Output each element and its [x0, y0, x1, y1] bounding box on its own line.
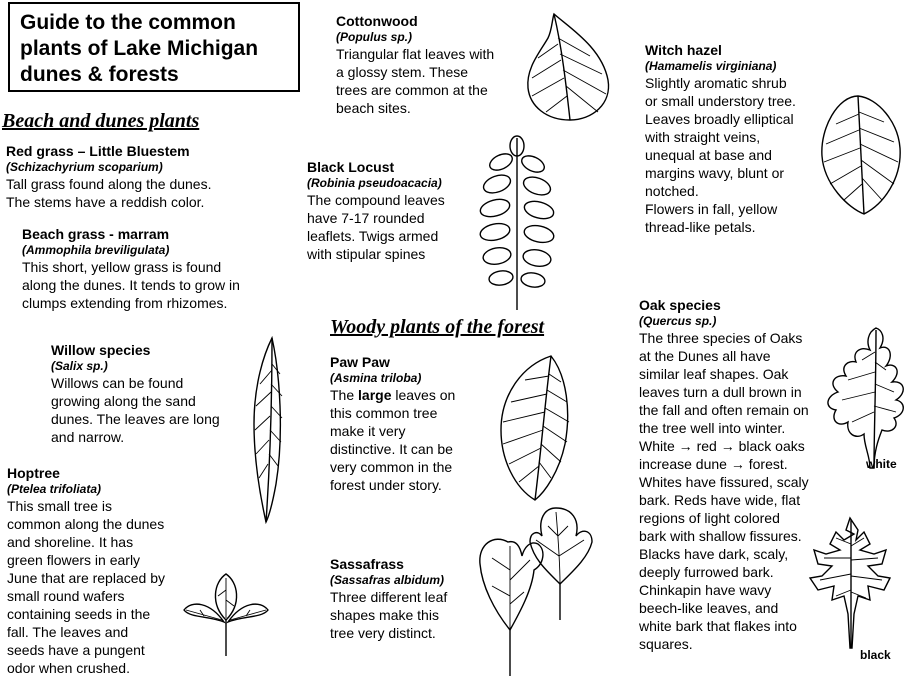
- plant-description: [330, 386, 455, 494]
- hoptree-leaf-icon: [180, 570, 272, 660]
- section-woody-heading: Woody plants of the forest: [330, 316, 545, 338]
- desc-line: beach sites.: [336, 100, 411, 116]
- desc-line: with stipular spines: [307, 246, 426, 262]
- desc-line: Whites have fissured, scaly: [639, 474, 809, 490]
- desc-line: notched.: [645, 183, 699, 199]
- desc-line: a glossy stem. These: [336, 64, 469, 80]
- white-oak-leaf-icon: [812, 322, 912, 472]
- desc-line: squares.: [639, 636, 693, 652]
- desc-line: bark. Reds have wide, flat: [639, 492, 801, 508]
- desc-line: forest under story.: [330, 477, 442, 493]
- plant-name: Black Locust: [307, 159, 395, 175]
- witch-hazel-leaf-icon: [818, 92, 904, 218]
- desc-line: Three different leaf: [330, 589, 448, 605]
- plant-scientific-name: (Hamamelis virginiana): [645, 59, 777, 73]
- plant-description: [330, 588, 447, 642]
- desc-line: This short, yellow grass is found: [22, 259, 222, 275]
- page-title: [8, 2, 300, 92]
- desc-line: or small understory tree.: [645, 93, 796, 109]
- desc-line: along the dunes. It tends to grow in: [22, 277, 240, 293]
- desc-text: The: [330, 387, 359, 403]
- desc-line: Flowers in fall, yellow: [645, 201, 778, 217]
- desc-line: similar leaf shapes. Oak: [639, 366, 789, 382]
- entry-paw-paw: [330, 354, 455, 494]
- entry-hoptree: [7, 465, 165, 677]
- desc-line: Leaves broadly elliptical: [645, 111, 794, 127]
- desc-line: make it very: [330, 423, 406, 439]
- entry-beach-grass: [22, 226, 240, 312]
- desc-line: leaflets. Twigs armed: [307, 228, 439, 244]
- section-beach-heading: Beach and dunes plants: [2, 110, 200, 132]
- desc-line: trees are common at the: [336, 82, 488, 98]
- plant-description: [7, 497, 165, 677]
- desc-line: growing along the sand: [51, 393, 196, 409]
- desc-line: the fall and often remain on: [639, 402, 809, 418]
- plant-scientific-name: (Quercus sp.): [639, 314, 717, 328]
- desc-line: this common tree: [330, 405, 438, 421]
- desc-line: and shoreline. It has: [7, 534, 134, 550]
- desc-line: Triangular flat leaves with: [336, 46, 495, 62]
- entry-witch-hazel: [645, 42, 796, 236]
- entry-black-locust: [307, 159, 445, 263]
- plant-name: Oak species: [639, 297, 721, 313]
- desc-line: leaves turn a dull brown in: [639, 384, 802, 400]
- desc-line: fall. The leaves and: [7, 624, 129, 640]
- sassafras-leaf-icon: [464, 500, 596, 680]
- desc-line: [330, 386, 455, 404]
- plant-scientific-name: (Salix sp.): [51, 359, 108, 373]
- cottonwood-leaf-icon: [520, 8, 620, 128]
- desc-line: Slightly aromatic shrub: [645, 75, 787, 91]
- plant-scientific-name: (Sassafras albidum): [330, 573, 445, 587]
- desc-line: containing seeds in the: [7, 606, 151, 622]
- desc-line: The compound leaves: [307, 192, 445, 208]
- paw-paw-leaf-icon: [495, 352, 575, 504]
- desc-line: June that are replaced by: [7, 570, 165, 586]
- desc-emphasis: large: [358, 387, 392, 403]
- desc-line: common along the dunes: [7, 516, 165, 532]
- desc-line: dunes. The leaves are long: [51, 411, 220, 427]
- desc-line: The stems have a reddish color.: [6, 194, 205, 210]
- desc-line: deeply furrowed bark.: [639, 564, 774, 580]
- plant-name: Cottonwood: [336, 13, 418, 29]
- plant-scientific-name: (Populus sp.): [336, 30, 412, 44]
- desc-line: unequal at base and: [645, 147, 772, 163]
- desc-line: the tree well into winter.: [639, 420, 786, 436]
- desc-line: distinctive. It can be: [330, 441, 453, 457]
- entry-oak: [639, 297, 809, 653]
- white-oak-label: white: [866, 457, 897, 471]
- desc-line: with straight veins,: [645, 129, 761, 145]
- desc-line: thread-like petals.: [645, 219, 756, 235]
- plant-name: Hoptree: [7, 465, 60, 481]
- plant-description: [51, 374, 220, 446]
- plant-name: Witch hazel: [645, 42, 722, 58]
- title-line-1: Guide to the common: [20, 11, 236, 34]
- desc-line: have 7-17 rounded: [307, 210, 425, 226]
- desc-line: odor when crushed.: [7, 660, 130, 676]
- willow-leaf-icon: [250, 334, 286, 526]
- plant-scientific-name: (Ptelea trifoliata): [7, 482, 102, 496]
- desc-line: margins wavy, blunt or: [645, 165, 785, 181]
- desc-line: and narrow.: [51, 429, 125, 445]
- plant-description: [645, 74, 796, 236]
- plant-name: Willow species: [51, 342, 151, 358]
- desc-line: regions of light colored: [639, 510, 780, 526]
- desc-line: clumps extending from rhizomes.: [22, 295, 228, 311]
- desc-line: small round wafers: [7, 588, 125, 604]
- entry-sassafrass: [330, 556, 447, 642]
- plant-scientific-name: (Ammophila breviligulata): [22, 243, 170, 257]
- plant-description: [336, 45, 494, 117]
- desc-line: at the Dunes all have: [639, 348, 771, 364]
- plant-description: [639, 329, 809, 653]
- desc-line: Tall grass found along the dunes.: [6, 176, 212, 192]
- plant-name: Beach grass - marram: [22, 226, 170, 242]
- plant-name: Red grass – Little Bluestem: [6, 143, 190, 159]
- desc-line: White → red → black oaks: [639, 438, 805, 454]
- desc-line: white bark that flakes into: [639, 618, 797, 634]
- entry-cottonwood: [336, 13, 494, 117]
- desc-line: shapes make this: [330, 607, 439, 623]
- desc-line: very common in the: [330, 459, 453, 475]
- black-oak-label: black: [860, 648, 891, 662]
- plant-name: Paw Paw: [330, 354, 390, 370]
- black-locust-leaf-icon: [465, 132, 570, 314]
- desc-line: green flowers in early: [7, 552, 141, 568]
- plant-description: [6, 175, 211, 211]
- plant-scientific-name: (Robinia pseudoacacia): [307, 176, 442, 190]
- desc-line: bark with shallow fissures.: [639, 528, 802, 544]
- entry-willow: [51, 342, 220, 446]
- plant-scientific-name: (Schizachyrium scoparium): [6, 160, 163, 174]
- desc-line: This small tree is: [7, 498, 113, 514]
- plant-description: [22, 258, 240, 312]
- desc-line: beech-like leaves, and: [639, 600, 779, 616]
- desc-text: leaves on: [391, 387, 456, 403]
- plant-scientific-name: (Asmina triloba): [330, 371, 422, 385]
- desc-line: The three species of Oaks: [639, 330, 803, 346]
- plant-description: [307, 191, 445, 263]
- title-line-2: plants of Lake Michigan: [20, 37, 259, 60]
- black-oak-leaf-icon: [800, 514, 898, 652]
- plant-name: Sassafrass: [330, 556, 404, 572]
- entry-red-grass: [6, 143, 211, 211]
- title-line-3: dunes & forests: [20, 63, 179, 86]
- desc-line: increase dune → forest.: [639, 456, 788, 472]
- desc-line: Chinkapin have wavy: [639, 582, 772, 598]
- desc-line: Willows can be found: [51, 375, 184, 391]
- desc-line: tree very distinct.: [330, 625, 436, 641]
- desc-line: seeds have a pungent: [7, 642, 145, 658]
- desc-line: Blacks have dark, scaly,: [639, 546, 789, 562]
